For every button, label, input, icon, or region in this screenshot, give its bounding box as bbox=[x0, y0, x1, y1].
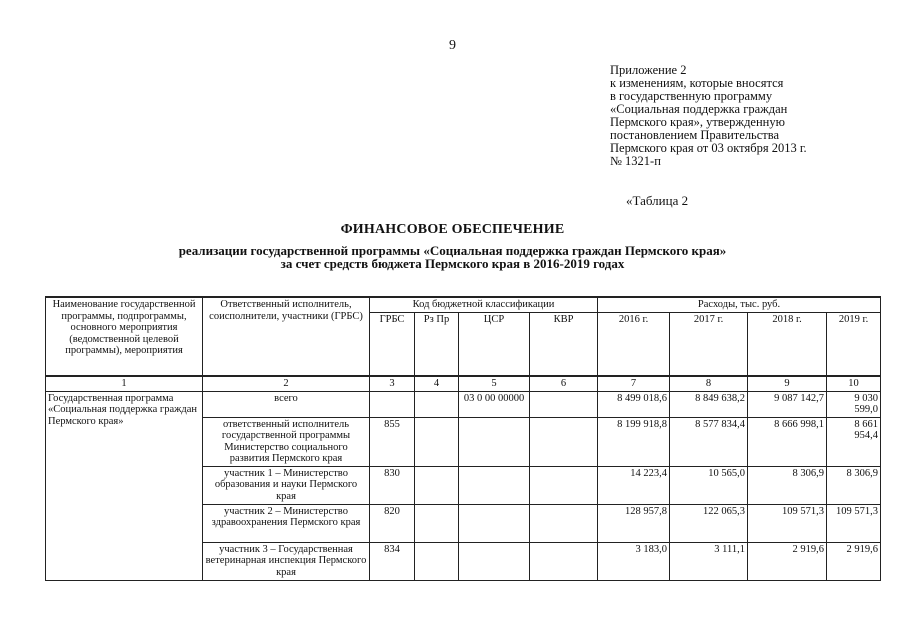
column-number: 4 bbox=[415, 376, 459, 391]
column-number: 2 bbox=[203, 376, 370, 391]
column-number: 1 bbox=[46, 376, 203, 391]
expense-2019-cell: 2 919,6 bbox=[827, 542, 881, 580]
kvr-cell bbox=[530, 542, 598, 580]
expense-2018-cell: 8 666 998,1 bbox=[748, 417, 827, 466]
expense-2019-cell: 109 571,3 bbox=[827, 504, 881, 542]
appendix-line: «Социальная поддержка граждан bbox=[610, 102, 788, 116]
table-header-row bbox=[46, 297, 881, 312]
expense-2017-cell: 122 065,3 bbox=[670, 504, 748, 542]
expense-2017-cell: 3 111,1 bbox=[670, 542, 748, 580]
rzpr-cell bbox=[415, 504, 459, 542]
expense-2016-cell: 14 223,4 bbox=[598, 466, 670, 504]
column-number: 7 bbox=[598, 376, 670, 391]
expense-2018-cell: 9 087 142,7 bbox=[748, 391, 827, 417]
column-number: 5 bbox=[459, 376, 530, 391]
expense-2019-cell: 8 661 954,4 bbox=[827, 417, 881, 466]
appendix-line: Приложение 2 bbox=[610, 63, 687, 77]
expense-2016-cell: 3 183,0 bbox=[598, 542, 670, 580]
executor-cell: всего bbox=[203, 391, 370, 417]
appendix-line: № 1321-п bbox=[610, 154, 661, 168]
executor-cell: участник 2 – Министерство здравоохранения Пермского края bbox=[203, 504, 370, 542]
document-title: ФИНАНСОВОЕ ОБЕСПЕЧЕНИЕ bbox=[340, 222, 565, 237]
grbs-cell: 855 bbox=[370, 417, 415, 466]
expense-2017-cell: 8 577 834,4 bbox=[670, 417, 748, 466]
appendix-line: Пермского края», утвержденную bbox=[610, 115, 785, 129]
grbs-cell bbox=[370, 391, 415, 417]
executor-cell: участник 1 – Министерство образования и науки Пермского края bbox=[203, 466, 370, 504]
grbs-cell: 830 bbox=[370, 466, 415, 504]
header-grbs: ГРБС bbox=[370, 312, 415, 376]
expense-2018-cell: 8 306,9 bbox=[748, 466, 827, 504]
header-csr: ЦСР bbox=[459, 312, 530, 376]
rzpr-cell bbox=[415, 391, 459, 417]
expense-2018-cell: 2 919,6 bbox=[748, 542, 827, 580]
appendix-line: постановлением Правительства bbox=[610, 128, 780, 142]
appendix-note bbox=[610, 64, 880, 168]
expense-2019-cell: 8 306,9 bbox=[827, 466, 881, 504]
header-name: Наименование государственной программы, подпрограммы, основного мероприятия (ведомственной целевой программы), мероприятия bbox=[46, 297, 203, 376]
kvr-cell bbox=[530, 391, 598, 417]
expense-2017-cell: 10 565,0 bbox=[670, 466, 748, 504]
column-number: 9 bbox=[748, 376, 827, 391]
header-kvr: КВР bbox=[530, 312, 598, 376]
csr-cell bbox=[459, 542, 530, 580]
header-expenses: Расходы, тыс. руб. bbox=[598, 297, 881, 312]
rzpr-cell bbox=[415, 542, 459, 580]
column-number: 6 bbox=[530, 376, 598, 391]
column-number-row bbox=[46, 376, 881, 391]
grbs-cell: 820 bbox=[370, 504, 415, 542]
csr-cell: 03 0 00 00000 bbox=[459, 391, 530, 417]
header-2019: 2019 г. bbox=[827, 312, 881, 376]
header-budget-code: Код бюджетной классификации bbox=[370, 297, 598, 312]
executor-cell: участник 3 – Государственная ветеринарная инспекция Пермского края bbox=[203, 542, 370, 580]
header-rzpr: Рз Пр bbox=[415, 312, 459, 376]
header-executor: Ответственный исполнитель, соисполнители, участники (ГРБС) bbox=[203, 297, 370, 376]
rzpr-cell bbox=[415, 417, 459, 466]
subtitle-line-2: за счет средств бюджета Пермского края в 2016-2019 годах bbox=[280, 256, 625, 271]
csr-cell bbox=[459, 466, 530, 504]
appendix-line: к изменениям, которые вносятся bbox=[610, 76, 784, 90]
grbs-cell: 834 bbox=[370, 542, 415, 580]
csr-cell bbox=[459, 504, 530, 542]
kvr-cell bbox=[530, 504, 598, 542]
column-number: 10 bbox=[827, 376, 881, 391]
expense-2017-cell: 8 849 638,2 bbox=[670, 391, 748, 417]
table-label: «Таблица 2 bbox=[626, 193, 689, 208]
executor-cell: ответственный исполнитель государственной программы Министерство социального развития Пермского края bbox=[203, 417, 370, 466]
appendix-line: в государственную программу bbox=[610, 89, 773, 103]
expense-2016-cell: 128 957,8 bbox=[598, 504, 670, 542]
rzpr-cell bbox=[415, 466, 459, 504]
csr-cell bbox=[459, 417, 530, 466]
header-2016: 2016 г. bbox=[598, 312, 670, 376]
document-subtitle bbox=[0, 244, 905, 270]
header-2018: 2018 г. bbox=[748, 312, 827, 376]
column-number: 8 bbox=[670, 376, 748, 391]
column-number: 3 bbox=[370, 376, 415, 391]
subtitle-line-1: реализации государственной программы «Социальная поддержка граждан Пермского края» bbox=[178, 243, 727, 258]
kvr-cell bbox=[530, 466, 598, 504]
expense-2016-cell: 8 499 018,6 bbox=[598, 391, 670, 417]
financing-table bbox=[45, 296, 881, 581]
expense-2018-cell: 109 571,3 bbox=[748, 504, 827, 542]
header-2017: 2017 г. bbox=[670, 312, 748, 376]
expense-2019-cell: 9 030 599,0 bbox=[827, 391, 881, 417]
expense-2016-cell: 8 199 918,8 bbox=[598, 417, 670, 466]
page-number: 9 bbox=[449, 38, 456, 53]
kvr-cell bbox=[530, 417, 598, 466]
table-row bbox=[46, 391, 881, 417]
appendix-line: Пермского края от 03 октября 2013 г. bbox=[610, 141, 807, 155]
program-name-cell: Государственная программа «Социальная поддержка граждан Пермского края» bbox=[46, 391, 203, 580]
